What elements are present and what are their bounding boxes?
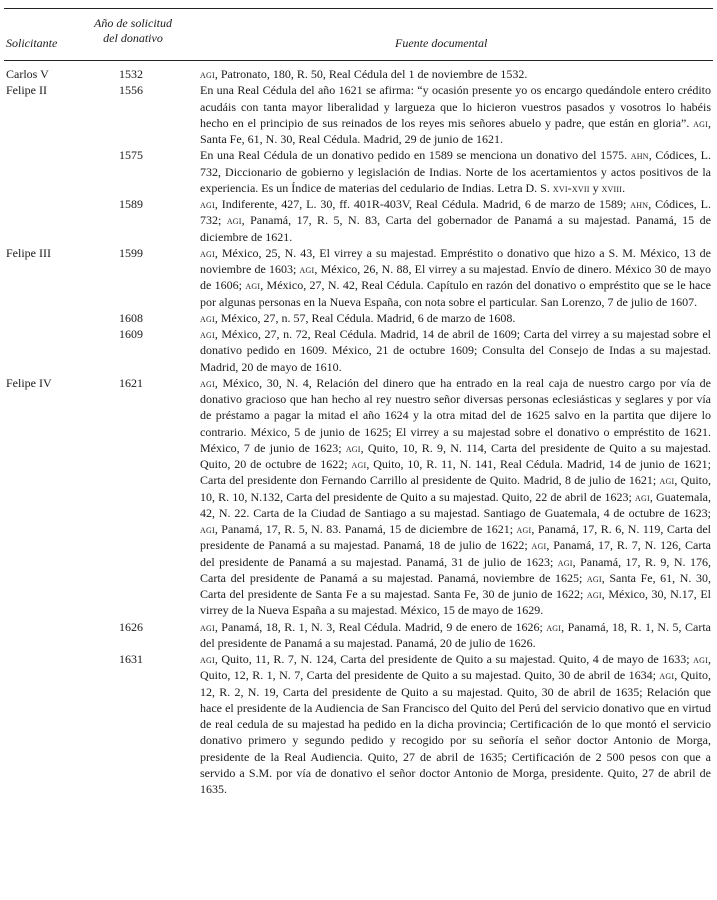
year-cell: 1609 — [119, 327, 143, 341]
header-ano-line1: Año de solicitud — [94, 16, 172, 30]
header-rule — [4, 60, 713, 61]
year-cell: 1631 — [119, 652, 143, 666]
solicitante-cell — [4, 651, 88, 797]
header-ano-line2: del donativo — [103, 31, 163, 45]
source-cell: agi, Panamá, 18, R. 1, N. 3, Real Cédula. Madrid, 9 de enero de 1626; agi, Panamá, 18, R. 1, N. 5, Carta del presidente de Panamá a su majestad. Panamá, 20 de julio de 1626. — [200, 619, 711, 650]
solicitante-cell — [4, 326, 88, 375]
solicitante-cell: Felipe III — [6, 245, 51, 260]
table-row — [4, 326, 716, 375]
source-cell: agi, México, 27, n. 72, Real Cédula. Madrid, 14 de abril de 1609; Carta del virrey a su majestad sobre el donativo pedido en 1609. México, 21 de octubre 1609; Consulta del Consejo de Indas a su majestad. Madrid, 20 de mayo de 1610. — [200, 327, 711, 374]
year-cell: 1589 — [119, 197, 143, 211]
table-row — [4, 82, 716, 147]
year-cell: 1608 — [119, 310, 143, 325]
table-body — [4, 66, 716, 797]
solicitante-cell: Carlos V — [6, 67, 49, 81]
solicitante-cell — [4, 619, 88, 652]
table-row — [4, 619, 716, 652]
solicitante-cell — [4, 310, 88, 326]
source-cell: agi, México, 27, n. 57, Real Cédula. Madrid, 6 de marzo de 1608. — [200, 310, 516, 325]
year-cell: 1626 — [119, 619, 143, 634]
year-cell: 1621 — [119, 375, 143, 390]
header-solicitante: Solicitante — [6, 36, 58, 50]
year-cell: 1599 — [119, 245, 143, 260]
solicitante-cell: Felipe IV — [6, 375, 52, 390]
table-row — [4, 245, 716, 310]
source-cell: En una Real Cédula del año 1621 se afirma: “y ocasión presente yo os encargo quedándole entero crédito acudáis con tanta mayor liberalidad y largueza que lo hicieron vuestros pasados y vosotros lo habéis hecho en el principio de sus reinados de los reyes mis señores abuelo y padre, que están en gloria”. agi, Santa Fe, 61, N. 30, Real Cédula. Madrid, 29 de junio de 1621. — [200, 83, 711, 146]
table-row — [4, 375, 716, 619]
top-rule — [4, 8, 713, 9]
table-row — [4, 651, 716, 797]
year-cell: 1556 — [119, 83, 143, 98]
table-row — [4, 196, 716, 245]
source-cell: agi, Patronato, 180, R. 50, Real Cédula del 1 de noviembre de 1532. — [200, 67, 528, 81]
solicitante-cell — [4, 147, 88, 196]
source-cell: agi, México, 25, N. 43, El virrey a su majestad. Empréstito o donativo que hizo a S. M. México, 13 de noviembre de 1603; agi, México, 26, N. 88, El virrey a su majestad. Envío de dinero. México 30 de mayo de 1606; agi, México, 27, N. 42, Real Cédula. Capítulo en razón del donativo o empréstito que se le hace por algunas personas en la Nueva España, con nota sobre el particular. San Lorenzo, 7 de julio de 1607. — [200, 245, 711, 309]
source-cell: En una Real Cédula de un donativo pedido en 1589 se menciona un donativo del 1575. ahn, Códices, L. 732, Diccionario de gobierno y legislación de Indias. Norte de los acertamientos y actos positivos de la experiencia. Es un Índice de materias del cedulario de Indias. Letra D. S. xvi-xvii y xviii. — [200, 148, 711, 195]
table-row — [4, 66, 716, 82]
table-row — [4, 310, 716, 326]
solicitante-cell: Felipe II — [6, 83, 47, 98]
donativos-table — [4, 66, 716, 797]
year-cell: 1575 — [119, 148, 143, 163]
source-cell: agi, Quito, 11, R. 7, N. 124, Carta del presidente de Quito a su majestad. Quito, 4 de mayo de 1633; agi, Quito, 12, R. 1, N. 7, Carta del presidente de Quito a su majestad. Quito, 30 de abril de 1634; agi, Quito, 12, R. 2, N. 19, Carta del presidente de Quito a su majestad. Quito, 30 de abril de 1635; Relación que hace el presidente de la Audiencia de San Francisco del Quito del Perú del servicio donativo que en virtud de real cedula de su majestad ha pedido en la dicha provincia; Certificación de lo que montó el servicio donativo primero y segundo pedido y recogido por su señoría el señor doctor Antonio de Morga, presidente de la Real Audiencia. Quito, 27 de abril de 1635; Certificación de 2 500 pesos con que a servido a S.M. por vía de donativo el señor doctor Antonio de Morga, presidente. Quito, 27 de abril de 1635. — [200, 652, 711, 796]
source-cell: agi, Indiferente, 427, L. 30, ff. 401R-403V, Real Cédula. Madrid, 6 de marzo de 1589; ahn, Códices, L. 732; agi, Panamá, 17, R. 5, N. 83, Carta del gobernador de Panamá a su majestad. Panamá, 15 de diciembre de 1621. — [200, 197, 711, 244]
header-fuente-documental: Fuente documental — [395, 36, 488, 50]
source-cell: agi, México, 30, N. 4, Relación del dinero que ha entrado en la real caja de nuestro cargo por vía de donativo gracioso que han hecho al rey nuestro señor diversas personas eclesiásticas y seglares y por vía de préstamo a pagar la mitad el año 1624 y la otra mitad del de 1625 salvo en la partita que dijere lo contrario. México, 5 de junio de 1625; El virrey a su majestad sobre el donativo o empréstito de 1621. México, 7 de junio de 1623; agi, Quito, 10, R. 9, N. 114, Carta del presidente de Quito a su majestad. Quito, 20 de octubre de 1622; agi, Quito, 10, R. 11, N. 141, Real Cédula. Madrid, 14 de junio de 1621; Carta del presidente don Fernando Carrillo al presidente de Quito. Madrid, 8 de julio de 1621; agi, Quito, 10, R. 10, N.132, Carta del presidente de Quito a su majestad. Quito, 22 de abril de 1623; agi, Guatemala, 42, N. 22. Carta de la Ciudad de Santiago a su majestad. Santiago de Guatemala, 4 de octubre de 1623; agi, Panamá, 17, R. 5, N. 83. Panamá, 15 de diciembre de 1621; agi, Panamá, 17, R. 6, N. 119, Carta del presidente de Panamá a su majestad. Panamá, 18 de julio de 1622; agi, Panamá, 17, R. 7, N. 126, Carta del presidente de Panamá a su majestad. Panamá, 31 de julio de 1623; agi, Panamá, 17, R. 9, N. 176, Carta del presidente de Panamá a su majestad. Panamá, noviembre de 1625; agi, Santa Fe, 61, N. 30, Carta del presidente de Santa Fe a su majestad. Santa Fe, 30 de junio de 1622; agi, México, 30, N.17, El virrey de la Nueva España a su majestad. México, 15 de mayo de 1629. — [200, 375, 712, 618]
table-row — [4, 147, 716, 196]
solicitante-cell — [4, 196, 88, 245]
year-cell: 1532 — [119, 67, 143, 81]
header-ano-solicitud — [88, 16, 178, 46]
